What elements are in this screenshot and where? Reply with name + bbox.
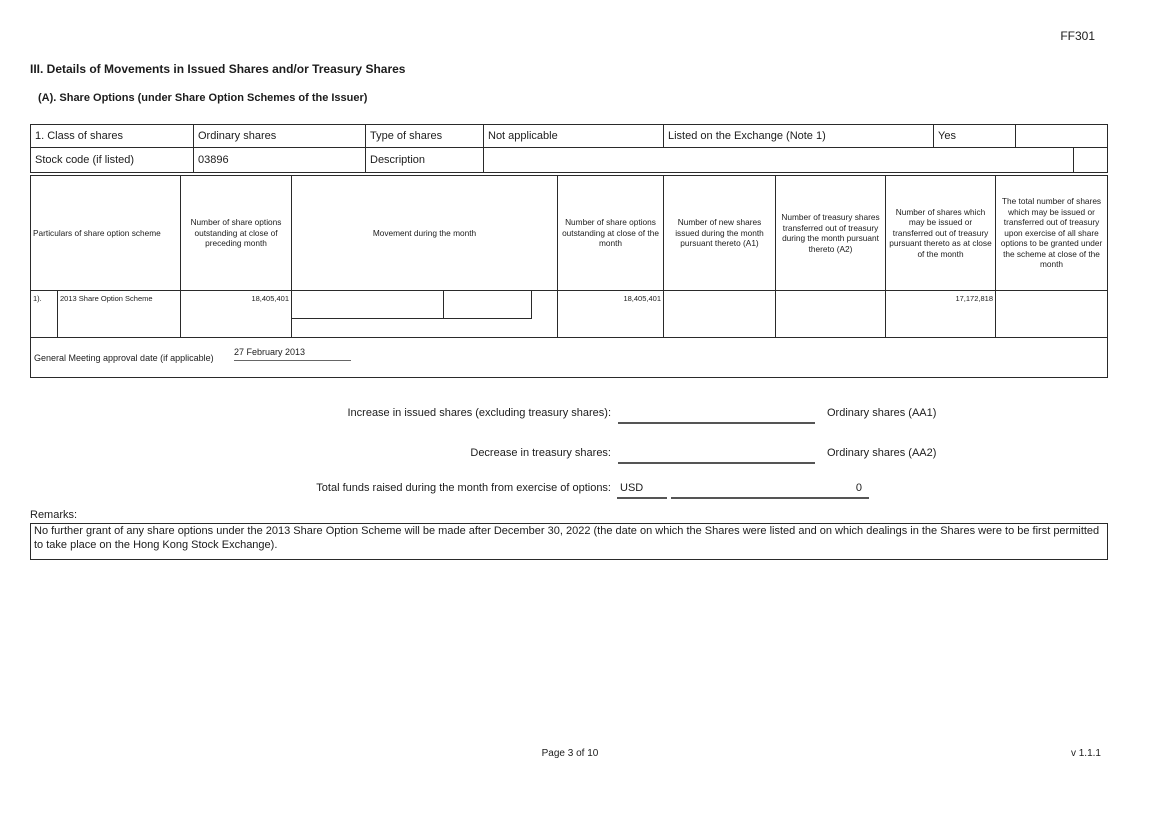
form-version: v 1.1.1 <box>1070 748 1101 759</box>
description-label: Description <box>366 148 484 172</box>
increase-shares-field <box>618 422 815 424</box>
total-funds-label: Total funds raised during the month from exercise of options: <box>316 482 611 494</box>
remarks-label: Remarks: <box>30 509 78 521</box>
scheme-index: 1). <box>31 291 58 337</box>
approval-date-label: General Meeting approval date (if applicable) <box>34 353 214 363</box>
info-row1-empty-cell <box>1016 125 1107 147</box>
header-total-exercisable: The total number of shares which may be issued or transferred out of treasury upon exercise of all share options to be granted under the scheme at close of the month <box>1000 196 1103 270</box>
approval-date-row <box>31 337 1107 377</box>
share-info-table <box>30 124 1108 173</box>
section-subtitle: (A). Share Options (under Share Option Schemes of the Issuer) <box>38 92 368 104</box>
currency-underline <box>617 497 667 499</box>
movement-subcell-right <box>444 291 532 319</box>
share-options-table <box>30 175 1108 378</box>
info-row2-empty-cell <box>1074 148 1107 172</box>
page-title: III. Details of Movements in Issued Shares and/or Treasury Shares <box>30 62 406 76</box>
currency-label: USD <box>620 482 644 494</box>
stock-code-label: Stock code (if listed) <box>31 148 194 172</box>
total-funds-field <box>671 497 869 499</box>
stock-code-value: 03896 <box>194 148 366 172</box>
decrease-treasury-field <box>618 462 815 464</box>
decrease-treasury-note: Ordinary shares (AA2) <box>827 447 937 459</box>
listed-on-exchange-label: Listed on the Exchange (Note 1) <box>664 125 934 147</box>
page-number: Page 3 of 10 <box>541 748 599 759</box>
may-be-issued-value: 17,172,818 <box>886 291 996 337</box>
header-movement: Movement during the month <box>292 176 558 290</box>
outstanding-close-value: 18,405,401 <box>558 291 664 337</box>
info-row-class <box>31 125 1107 148</box>
listed-on-exchange-value: Yes <box>934 125 1016 147</box>
scheme-name: 2013 Share Option Scheme <box>58 291 181 337</box>
total-exercisable-value <box>996 291 1107 337</box>
movement-subcell-left <box>292 291 444 319</box>
description-value <box>484 148 1074 172</box>
form-code: FF301 <box>1060 29 1095 43</box>
header-new-shares-a1: Number of new shares issued during the month pursuant thereto (A1) <box>664 176 776 290</box>
movement-cell <box>292 291 558 337</box>
header-particulars: Particulars of share option scheme <box>31 176 181 290</box>
class-of-shares-label: 1. Class of shares <box>31 125 194 147</box>
increase-shares-note: Ordinary shares (AA1) <box>827 407 937 419</box>
header-treasury-out-a2: Number of treasury shares transferred out of treasury during the month pursuant thereto (A2) <box>776 176 886 290</box>
remarks-box: No further grant of any share options under the 2013 Share Option Scheme will be made after December 30, 2022 (the date on which the Shares were listed and on which dealings in the Shares were to be first permitted to take place on the Hong Kong Stock Exchange). <box>30 523 1108 560</box>
header-outstanding-close: Number of share options outstanding at close of the month <box>558 176 664 290</box>
options-table-header <box>31 176 1107 291</box>
treasury-out-a2-value <box>776 291 886 337</box>
type-of-shares-value: Not applicable <box>484 125 664 147</box>
decrease-treasury-label: Decrease in treasury shares: <box>470 447 611 459</box>
header-outstanding-preceding: Number of share options outstanding at close of preceding month <box>181 176 292 290</box>
increase-shares-label: Increase in issued shares (excluding treasury shares): <box>347 407 611 419</box>
new-shares-a1-value <box>664 291 776 337</box>
outstanding-preceding-value: 18,405,401 <box>181 291 292 337</box>
type-of-shares-label: Type of shares <box>366 125 484 147</box>
scheme-row <box>31 291 1107 337</box>
info-row-stock <box>31 148 1107 172</box>
total-funds-value: 0 <box>855 482 862 494</box>
class-of-shares-value: Ordinary shares <box>194 125 366 147</box>
approval-date-field: 27 February 2013 <box>234 347 351 361</box>
header-may-be-issued: Number of shares which may be issued or transferred out of treasury pursuant thereto as at close of the month <box>886 176 996 290</box>
